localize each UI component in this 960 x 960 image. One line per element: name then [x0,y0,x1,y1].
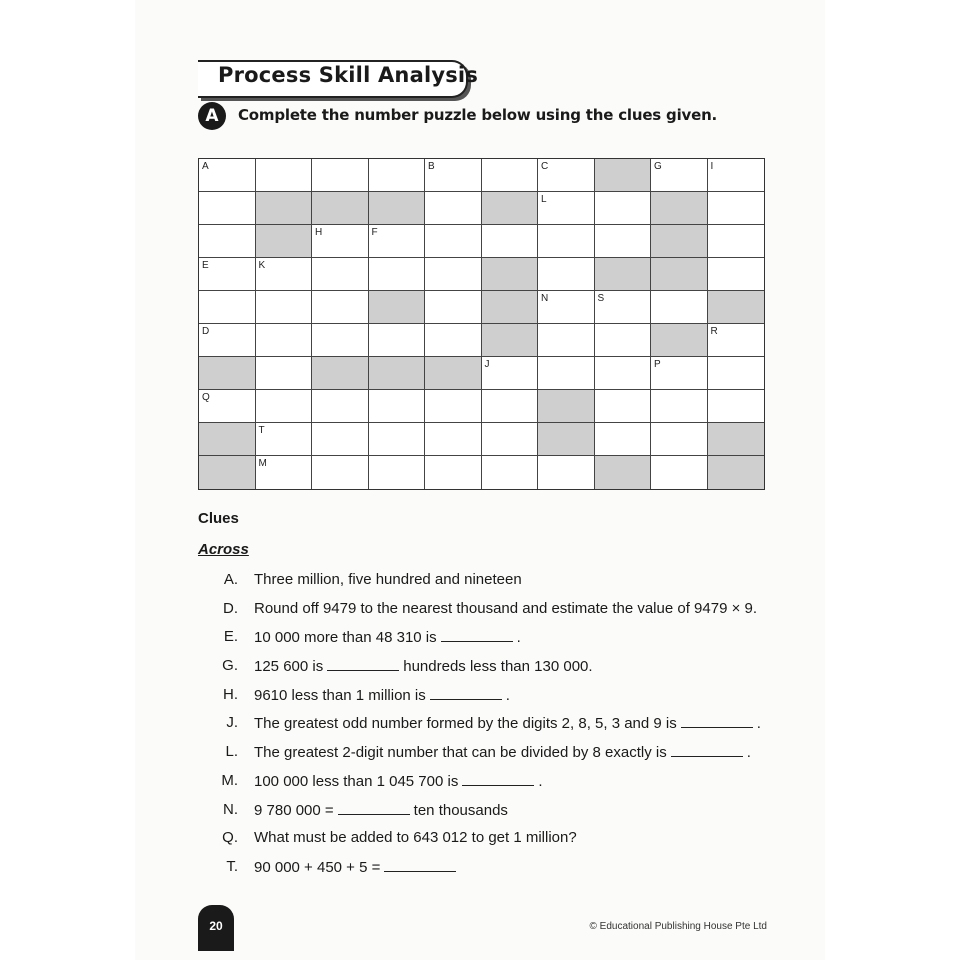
cell-clue-label: L [541,194,547,205]
puzzle-cell[interactable] [256,291,313,324]
puzzle-cell[interactable] [708,192,765,225]
puzzle-cell[interactable] [651,159,708,192]
cell-clue-label: C [541,161,549,172]
cell-clue-label: F [371,227,378,238]
answer-blank[interactable] [384,857,456,872]
answer-blank[interactable] [681,713,753,728]
clue-text-part: hundreds less than 130 000. [403,658,593,676]
puzzle-cell[interactable] [651,456,708,489]
puzzle-cell[interactable] [256,324,313,357]
clue-item [198,627,798,656]
puzzle-cell-shaded [651,192,708,225]
puzzle-cell-shaded [482,324,539,357]
puzzle-cell-shaded [482,192,539,225]
clue-text-part: 9610 less than 1 million is [254,686,426,704]
puzzle-cell-shaded [595,258,652,291]
clue-item [198,570,798,599]
puzzle-cell[interactable] [425,291,482,324]
puzzle-cell[interactable] [425,390,482,423]
clue-text-part: 10 000 more than 48 310 is [254,629,437,647]
clue-text-part: 90 000 + 450 + 5 = [254,858,381,876]
clue-letter: Q. [222,829,238,847]
puzzle-cell[interactable] [199,225,256,258]
clue-item [198,857,798,886]
puzzle-cell-shaded [482,291,539,324]
answer-blank[interactable] [327,656,399,671]
cell-clue-label: N [541,293,549,304]
puzzle-cell[interactable] [538,357,595,390]
cell-clue-label: I [710,161,714,172]
cell-clue-label: K [258,260,266,271]
answer-blank[interactable] [338,800,410,815]
puzzle-cell-shaded [199,456,256,489]
answer-blank[interactable] [671,742,743,757]
clue-text [254,656,593,677]
puzzle-cell-shaded [369,357,426,390]
puzzle-cell[interactable] [482,357,539,390]
puzzle-cell[interactable] [199,390,256,423]
puzzle-cell-shaded [312,192,369,225]
clue-letter: L. [225,743,238,761]
clue-text-part: 9 780 000 = [254,801,334,819]
clue-letter: M. [221,771,238,789]
answer-blank[interactable] [441,627,513,642]
across-heading: Across [198,541,249,558]
clue-text-part: ten thousands [413,801,508,819]
clue-text [254,771,543,792]
puzzle-cell[interactable] [199,258,256,291]
cell-clue-label: E [202,260,209,271]
cell-clue-label: P [654,359,661,370]
puzzle-cell[interactable] [708,225,765,258]
clue-text-part: . [756,715,761,733]
puzzle-cell[interactable] [538,159,595,192]
clue-text-part: . [538,772,543,790]
clue-text [254,742,751,763]
puzzle-cell[interactable] [538,225,595,258]
across-clue-list [198,570,798,886]
clue-text-part: 100 000 less than 1 045 700 is [254,772,459,790]
puzzle-cell-shaded [256,225,313,258]
puzzle-cell[interactable] [425,159,482,192]
puzzle-cell-shaded [312,357,369,390]
cell-clue-label: R [710,326,718,337]
puzzle-cell[interactable] [595,192,652,225]
cell-clue-label: G [654,161,662,172]
puzzle-cell[interactable] [199,159,256,192]
puzzle-cell-shaded [651,324,708,357]
clue-text [254,570,522,590]
instruction-text: Complete the number puzzle below using the clues given. [238,106,718,124]
puzzle-cell[interactable] [425,456,482,489]
puzzle-cell[interactable] [425,225,482,258]
puzzle-cell[interactable] [651,423,708,456]
puzzle-cell[interactable] [369,456,426,489]
puzzle-cell[interactable] [595,324,652,357]
clue-item [198,828,798,857]
puzzle-cell[interactable] [199,324,256,357]
cell-clue-label: Q [202,392,210,403]
puzzle-cell-shaded [369,192,426,225]
cell-clue-label: H [315,227,323,238]
clue-item [198,771,798,800]
puzzle-cell[interactable] [595,390,652,423]
clue-text-part: . [505,686,510,704]
clue-item [198,713,798,742]
puzzle-cell[interactable] [595,423,652,456]
puzzle-cell[interactable] [708,390,765,423]
clue-text [254,800,508,821]
number-puzzle-grid [198,158,765,490]
puzzle-cell[interactable] [595,357,652,390]
puzzle-cell[interactable] [369,159,426,192]
cell-clue-label: M [258,458,267,469]
page-title: Process Skill Analysis [218,63,479,87]
clue-text [254,857,460,878]
puzzle-cell[interactable] [369,258,426,291]
puzzle-cell[interactable] [369,390,426,423]
clue-item [198,656,798,685]
clue-letter: A. [223,571,238,588]
puzzle-cell[interactable] [199,291,256,324]
puzzle-cell[interactable] [651,357,708,390]
copyright-notice: © Educational Publishing House Pte Ltd [589,921,767,932]
cell-clue-label: S [597,293,605,304]
puzzle-cell[interactable] [651,291,708,324]
puzzle-cell[interactable] [312,324,369,357]
clue-text-part: . [746,744,751,762]
puzzle-cell[interactable] [425,258,482,291]
clue-letter: E. [223,628,238,646]
clue-text [254,599,757,619]
puzzle-cell-shaded [369,291,426,324]
clue-text-part: Three million, five hundred and nineteen [254,571,522,588]
puzzle-cell[interactable] [369,225,426,258]
puzzle-cell-shaded [199,423,256,456]
clue-text-part: . [516,629,521,647]
answer-blank[interactable] [430,685,502,700]
puzzle-cell[interactable] [482,423,539,456]
puzzle-cell[interactable] [538,456,595,489]
puzzle-cell[interactable] [312,456,369,489]
puzzle-cell-shaded [651,225,708,258]
puzzle-cell[interactable] [256,357,313,390]
puzzle-cell[interactable] [312,291,369,324]
puzzle-cell-shaded [199,357,256,390]
clue-letter: G. [222,657,238,675]
puzzle-cell-shaded [708,291,765,324]
clue-letter: H. [223,685,238,703]
puzzle-cell[interactable] [256,423,313,456]
puzzle-cell-shaded [708,456,765,489]
puzzle-cell[interactable] [708,324,765,357]
clue-item [198,599,798,628]
clue-text-part: The greatest 2-digit number that can be divided by 8 exactly is [254,744,667,762]
puzzle-cell[interactable] [369,423,426,456]
cell-clue-label: T [258,425,265,436]
puzzle-cell[interactable] [708,258,765,291]
puzzle-cell[interactable] [312,423,369,456]
answer-blank[interactable] [462,771,534,786]
puzzle-cell[interactable] [256,258,313,291]
puzzle-cell[interactable] [708,159,765,192]
cell-clue-label: B [428,161,435,172]
puzzle-cell[interactable] [369,324,426,357]
puzzle-cell[interactable] [256,456,313,489]
clue-text [254,627,521,648]
puzzle-cell[interactable] [425,192,482,225]
puzzle-cell[interactable] [538,192,595,225]
cell-clue-label: J [484,359,490,370]
page-number: 20 [198,905,234,951]
clues-heading: Clues [198,510,239,527]
puzzle-cell[interactable] [538,258,595,291]
puzzle-cell[interactable] [482,159,539,192]
puzzle-cell[interactable] [708,357,765,390]
puzzle-cell-shaded [708,423,765,456]
puzzle-cell[interactable] [538,291,595,324]
clue-text-part: 125 600 is [254,658,324,676]
clue-letter: J. [226,714,238,732]
clue-text [254,685,510,706]
puzzle-cell-shaded [482,258,539,291]
puzzle-cell[interactable] [256,159,313,192]
clue-item [198,685,798,714]
puzzle-cell[interactable] [595,225,652,258]
clue-text [254,713,761,734]
cell-clue-label: D [202,326,210,337]
cell-clue-label: A [202,161,209,172]
section-badge: A [198,102,226,130]
clue-item [198,800,798,829]
clue-text-part: The greatest odd number formed by the digits 2, 8, 5, 3 and 9 is [254,715,677,733]
puzzle-cell[interactable] [312,258,369,291]
clue-letter: D. [223,599,238,617]
puzzle-cell-shaded [538,390,595,423]
puzzle-cell-shaded [595,456,652,489]
puzzle-cell-shaded [595,159,652,192]
puzzle-cell-shaded [256,192,313,225]
puzzle-cell[interactable] [482,390,539,423]
puzzle-cell-shaded [538,423,595,456]
clue-letter: N. [223,800,238,818]
clue-letter: T. [226,857,238,875]
puzzle-cell-shaded [425,357,482,390]
clue-text-part: Round off 9479 to the nearest thousand and estimate the value of 9479 × 9. [254,599,758,617]
puzzle-cell[interactable] [256,390,313,423]
puzzle-cell-shaded [651,258,708,291]
puzzle-cell[interactable] [312,390,369,423]
puzzle-cell[interactable] [425,423,482,456]
puzzle-cell[interactable] [538,324,595,357]
puzzle-cell[interactable] [482,456,539,489]
puzzle-cell[interactable] [312,159,369,192]
clue-item [198,742,798,771]
puzzle-cell[interactable] [651,390,708,423]
puzzle-cell[interactable] [595,291,652,324]
puzzle-cell[interactable] [425,324,482,357]
clue-text [254,828,577,848]
clue-text-part: What must be added to 643 012 to get 1 million? [254,829,577,847]
puzzle-cell[interactable] [199,192,256,225]
puzzle-cell[interactable] [482,225,539,258]
puzzle-cell[interactable] [312,225,369,258]
